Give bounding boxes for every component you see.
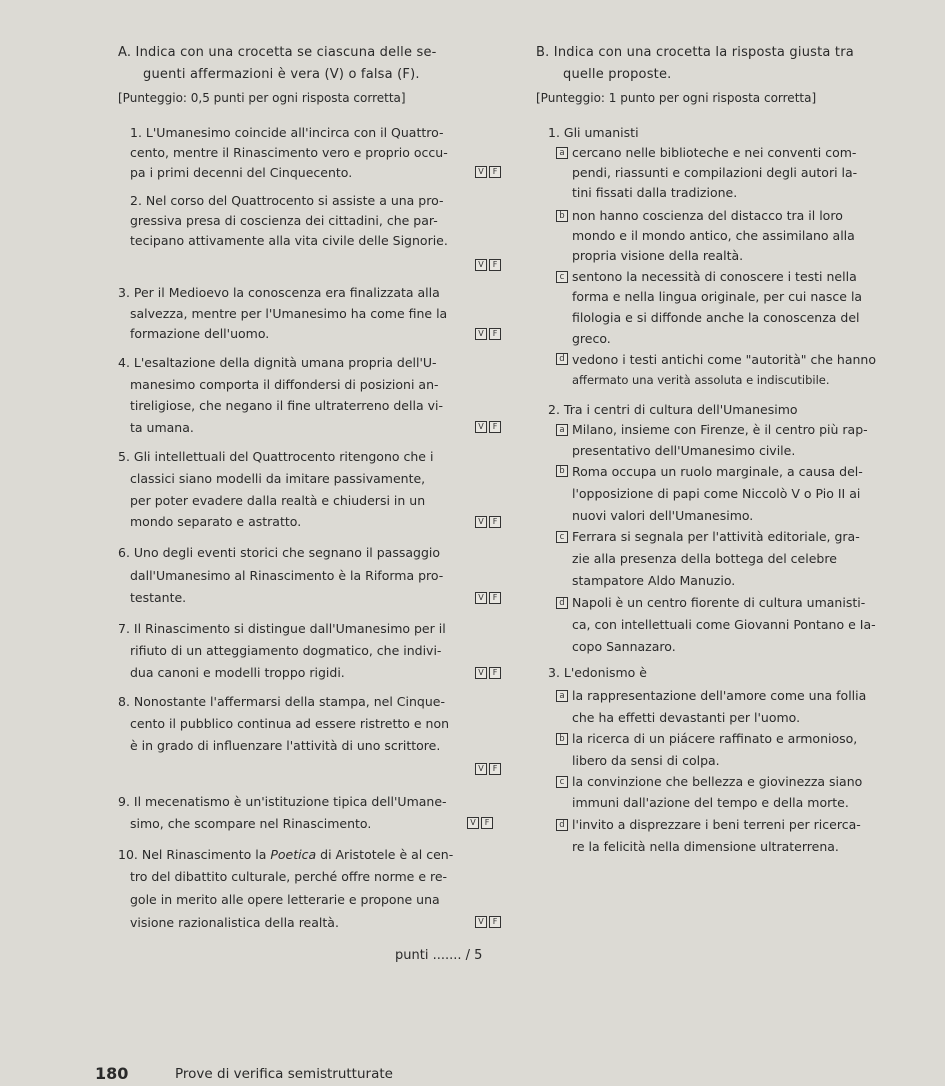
q2-option-c-box[interactable]: c [556,531,568,543]
checkbox-false[interactable]: F [489,592,501,604]
checkbox-false[interactable]: F [489,516,501,528]
checkbox-true[interactable]: V [467,817,479,829]
q2-b-line-2: l'opposizione di papi come Niccolò V o Pio II ai [572,486,861,501]
q3-a-line-2: che ha effetti devastanti per l'uomo. [572,710,801,725]
item-10-line-4: visione razionalistica della realtà. [130,915,339,930]
q3-option-b-box[interactable]: b [556,733,568,745]
item-1-line-2: cento, mentre il Rinascimento vero e proprio occu- [130,145,448,160]
q1-c-line-4: greco. [572,331,611,346]
section-b-heading-line-1: B. Indica con una crocetta la risposta giusta tra [536,45,854,60]
q1-d-line-1: vedono i testi antichi come "autorità" che hanno [572,352,876,367]
checkbox-true[interactable]: V [475,763,487,775]
section-a-points-note: [Punteggio: 0,5 punti per ogni risposta corretta] [118,91,406,105]
q2-a-line-1: Milano, insieme con Firenze, è il centro più rap- [572,422,868,437]
q1-b-line-3: propria visione della realtà. [572,248,744,263]
checkbox-false[interactable]: F [481,817,493,829]
checkbox-true[interactable]: V [475,328,487,340]
q1-b-line-1: non hanno coscienza del distacco tra il loro [572,208,843,223]
item-10-line-2: tro del dibattito culturale, perché offre norme e re- [130,869,448,884]
item-2-vf-boxes [475,259,501,271]
q3-d-line-2: re la felicità nella dimensione ultraterrena. [572,839,839,854]
q3-d-line-1: l'invito a disprezzare i beni terreni per ricerca- [572,817,861,832]
q3-option-d-box[interactable]: d [556,819,568,831]
item-4-line-1: 4. L'esaltazione della dignità umana propria dell'U- [118,355,437,370]
q1-a-line-2: pendi, riassunti e compilazioni degli autori la- [572,165,858,180]
q1-c-line-2: forma e nella lingua originale, per cui nasce la [572,289,863,304]
section-a-heading-line-2: guenti affermazioni è vera (V) o falsa (F). [143,67,420,82]
q1-a-line-1: cercano nelle biblioteche e nei conventi com- [572,145,857,160]
item-2-line-3: tecipano attivamente alla vita civile delle Signorie. [130,233,448,248]
q1-option-a-box[interactable]: a [556,147,568,159]
q2-d-line-1: Napoli è un centro fiorente di cultura umanisti- [572,595,866,610]
item-6-line-3: testante. [130,590,187,605]
checkbox-true[interactable]: V [475,421,487,433]
checkbox-false[interactable]: F [489,421,501,433]
q3-c-line-1: la convinzione che bellezza e giovinezza siano [572,774,863,789]
q2-stem: 2. Tra i centri di cultura dell'Umanesimo [548,402,798,417]
item-10-line-1 [118,849,453,862]
q1-a-line-3: tini fissati dalla tradizione. [572,185,738,200]
item-10-line-3: gole in merito alle opere letterarie e propone una [130,892,440,907]
item-3-line-1: 3. Per il Medioevo la conoscenza era finalizzata alla [118,285,440,300]
item-4-line-4: ta umana. [130,420,194,435]
q2-option-b-box[interactable]: b [556,465,568,477]
q2-a-line-2: presentativo dell'Umanesimo civile. [572,443,796,458]
item-1-vf-boxes [475,166,501,178]
q2-d-line-3: copo Sannazaro. [572,639,676,654]
item-7-line-3: dua canoni e modelli troppo rigidi. [130,665,345,680]
q3-option-c-box[interactable]: c [556,776,568,788]
q2-c-line-1: Ferrara si segnala per l'attività editoriale, gra- [572,529,860,544]
q2-b-line-3: nuovi valori dell'Umanesimo. [572,508,754,523]
item-5-line-4: mondo separato e astratto. [130,514,302,529]
item-9-vf-boxes [467,817,493,829]
q3-c-line-2: immuni dall'azione del tempo e della morte. [572,795,849,810]
item-10-line-1-a: 10. Nel Rinascimento la [118,847,271,862]
checkbox-true[interactable]: V [475,916,487,928]
checkbox-true[interactable]: V [475,166,487,178]
section-a-heading-line-1: A. Indica con una crocetta se ciascuna delle se- [118,45,437,60]
item-7-vf-boxes [475,667,501,679]
item-5-line-3: per poter evadere dalla realtà e chiudersi in un [130,493,426,508]
q1-b-line-2: mondo e il mondo antico, che assimilano alla [572,228,855,243]
item-6-line-2: dall'Umanesimo al Rinascimento è la Riforma pro- [130,568,444,583]
q2-d-line-2: ca, con intellettuali come Giovanni Pontano e Ia- [572,617,876,632]
item-2-line-2: gressiva presa di coscienza dei cittadini, che par- [130,213,438,228]
q2-option-d-box[interactable]: d [556,597,568,609]
item-7-line-2: rifiuto di un atteggiamento dogmatico, che indivi- [130,643,442,658]
item-5-line-1: 5. Gli intellettuali del Quattrocento ritengono che i [118,449,434,464]
item-10-title-poetica: Poetica [270,847,317,862]
item-8-line-2: cento il pubblico continua ad essere ristretto e non [130,716,450,731]
item-4-line-2: manesimo comporta il diffondersi di posizioni an- [130,377,439,392]
item-1-line-3: pa i primi decenni del Cinquecento. [130,165,353,180]
q3-b-line-2: libero da sensi di colpa. [572,753,720,768]
item-10-line-1-b: di Aristotele è al cen- [316,847,454,862]
q3-b-line-1: la ricerca di un piácere raffinato e armonioso, [572,731,858,746]
checkbox-true[interactable]: V [475,259,487,271]
q1-stem: 1. Gli umanisti [548,125,639,140]
section-b-points-note: [Punteggio: 1 punto per ogni risposta corretta] [536,91,817,105]
section-b-heading-line-2: quelle proposte. [563,67,672,82]
q1-c-line-3: filologia e si diffonde anche la conoscenza del [572,310,860,325]
q3-stem: 3. L'edonismo è [548,665,647,680]
item-3-vf-boxes [475,328,501,340]
item-9-line-2: simo, che scompare nel Rinascimento. [130,816,372,831]
checkbox-true[interactable]: V [475,592,487,604]
item-7-line-1: 7. Il Rinascimento si distingue dall'Umanesimo per il [118,621,446,636]
item-8-line-3: è in grado di influenzare l'attività di uno scrittore. [130,738,441,753]
checkbox-false[interactable]: F [489,328,501,340]
q1-c-line-1: sentono la necessità di conoscere i testi nella [572,269,857,284]
item-4-line-3: tireligiose, che negano il fine ultraterreno della vi- [130,398,443,413]
checkbox-false[interactable]: F [489,916,501,928]
q2-option-a-box[interactable]: a [556,424,568,436]
checkbox-false[interactable]: F [489,667,501,679]
item-3-line-3: formazione dell'uomo. [130,326,270,341]
item-5-line-2: classici siano modelli da imitare passivamente, [130,471,426,486]
q1-option-b-box[interactable]: b [556,210,568,222]
q2-c-line-3: stampatore Aldo Manuzio. [572,573,736,588]
item-4-vf-boxes [475,421,501,433]
checkbox-false[interactable]: F [489,166,501,178]
item-10-vf-boxes [475,916,501,928]
item-2-line-1: 2. Nel corso del Quattrocento si assiste a una pro- [130,193,444,208]
checkbox-false[interactable]: F [489,259,501,271]
footer-title: Prove di verifica semistrutturate [175,1066,393,1082]
q1-d-line-2: affermato una verità assoluta e indiscutibile. [572,373,830,387]
q2-b-line-1: Roma occupa un ruolo marginale, a causa del- [572,464,863,479]
item-6-line-1: 6. Uno degli eventi storici che segnano il passaggio [118,545,441,560]
item-3-line-2: salvezza, mentre per l'Umanesimo ha come fine la [130,306,448,321]
item-8-vf-boxes [475,763,501,775]
score-line: punti ....... / 5 [395,948,483,963]
q3-option-a-box[interactable]: a [556,690,568,702]
q3-a-line-1: la rappresentazione dell'amore come una follia [572,688,867,703]
q1-option-d-box[interactable]: d [556,353,568,365]
checkbox-true[interactable]: V [475,667,487,679]
checkbox-false[interactable]: F [489,763,501,775]
q1-option-c-box[interactable]: c [556,271,568,283]
q2-c-line-2: zie alla presenza della bottega del celebre [572,551,837,566]
checkbox-true[interactable]: V [475,516,487,528]
page-number: 180 [95,1064,129,1083]
item-6-vf-boxes [475,592,501,604]
item-5-vf-boxes [475,516,501,528]
item-1-line-1: 1. L'Umanesimo coincide all'incirca con il Quattro- [130,125,444,140]
item-8-line-1: 8. Nonostante l'affermarsi della stampa, nel Cinque- [118,694,445,709]
item-9-line-1: 9. Il mecenatismo è un'istituzione tipica dell'Umane- [118,794,447,809]
